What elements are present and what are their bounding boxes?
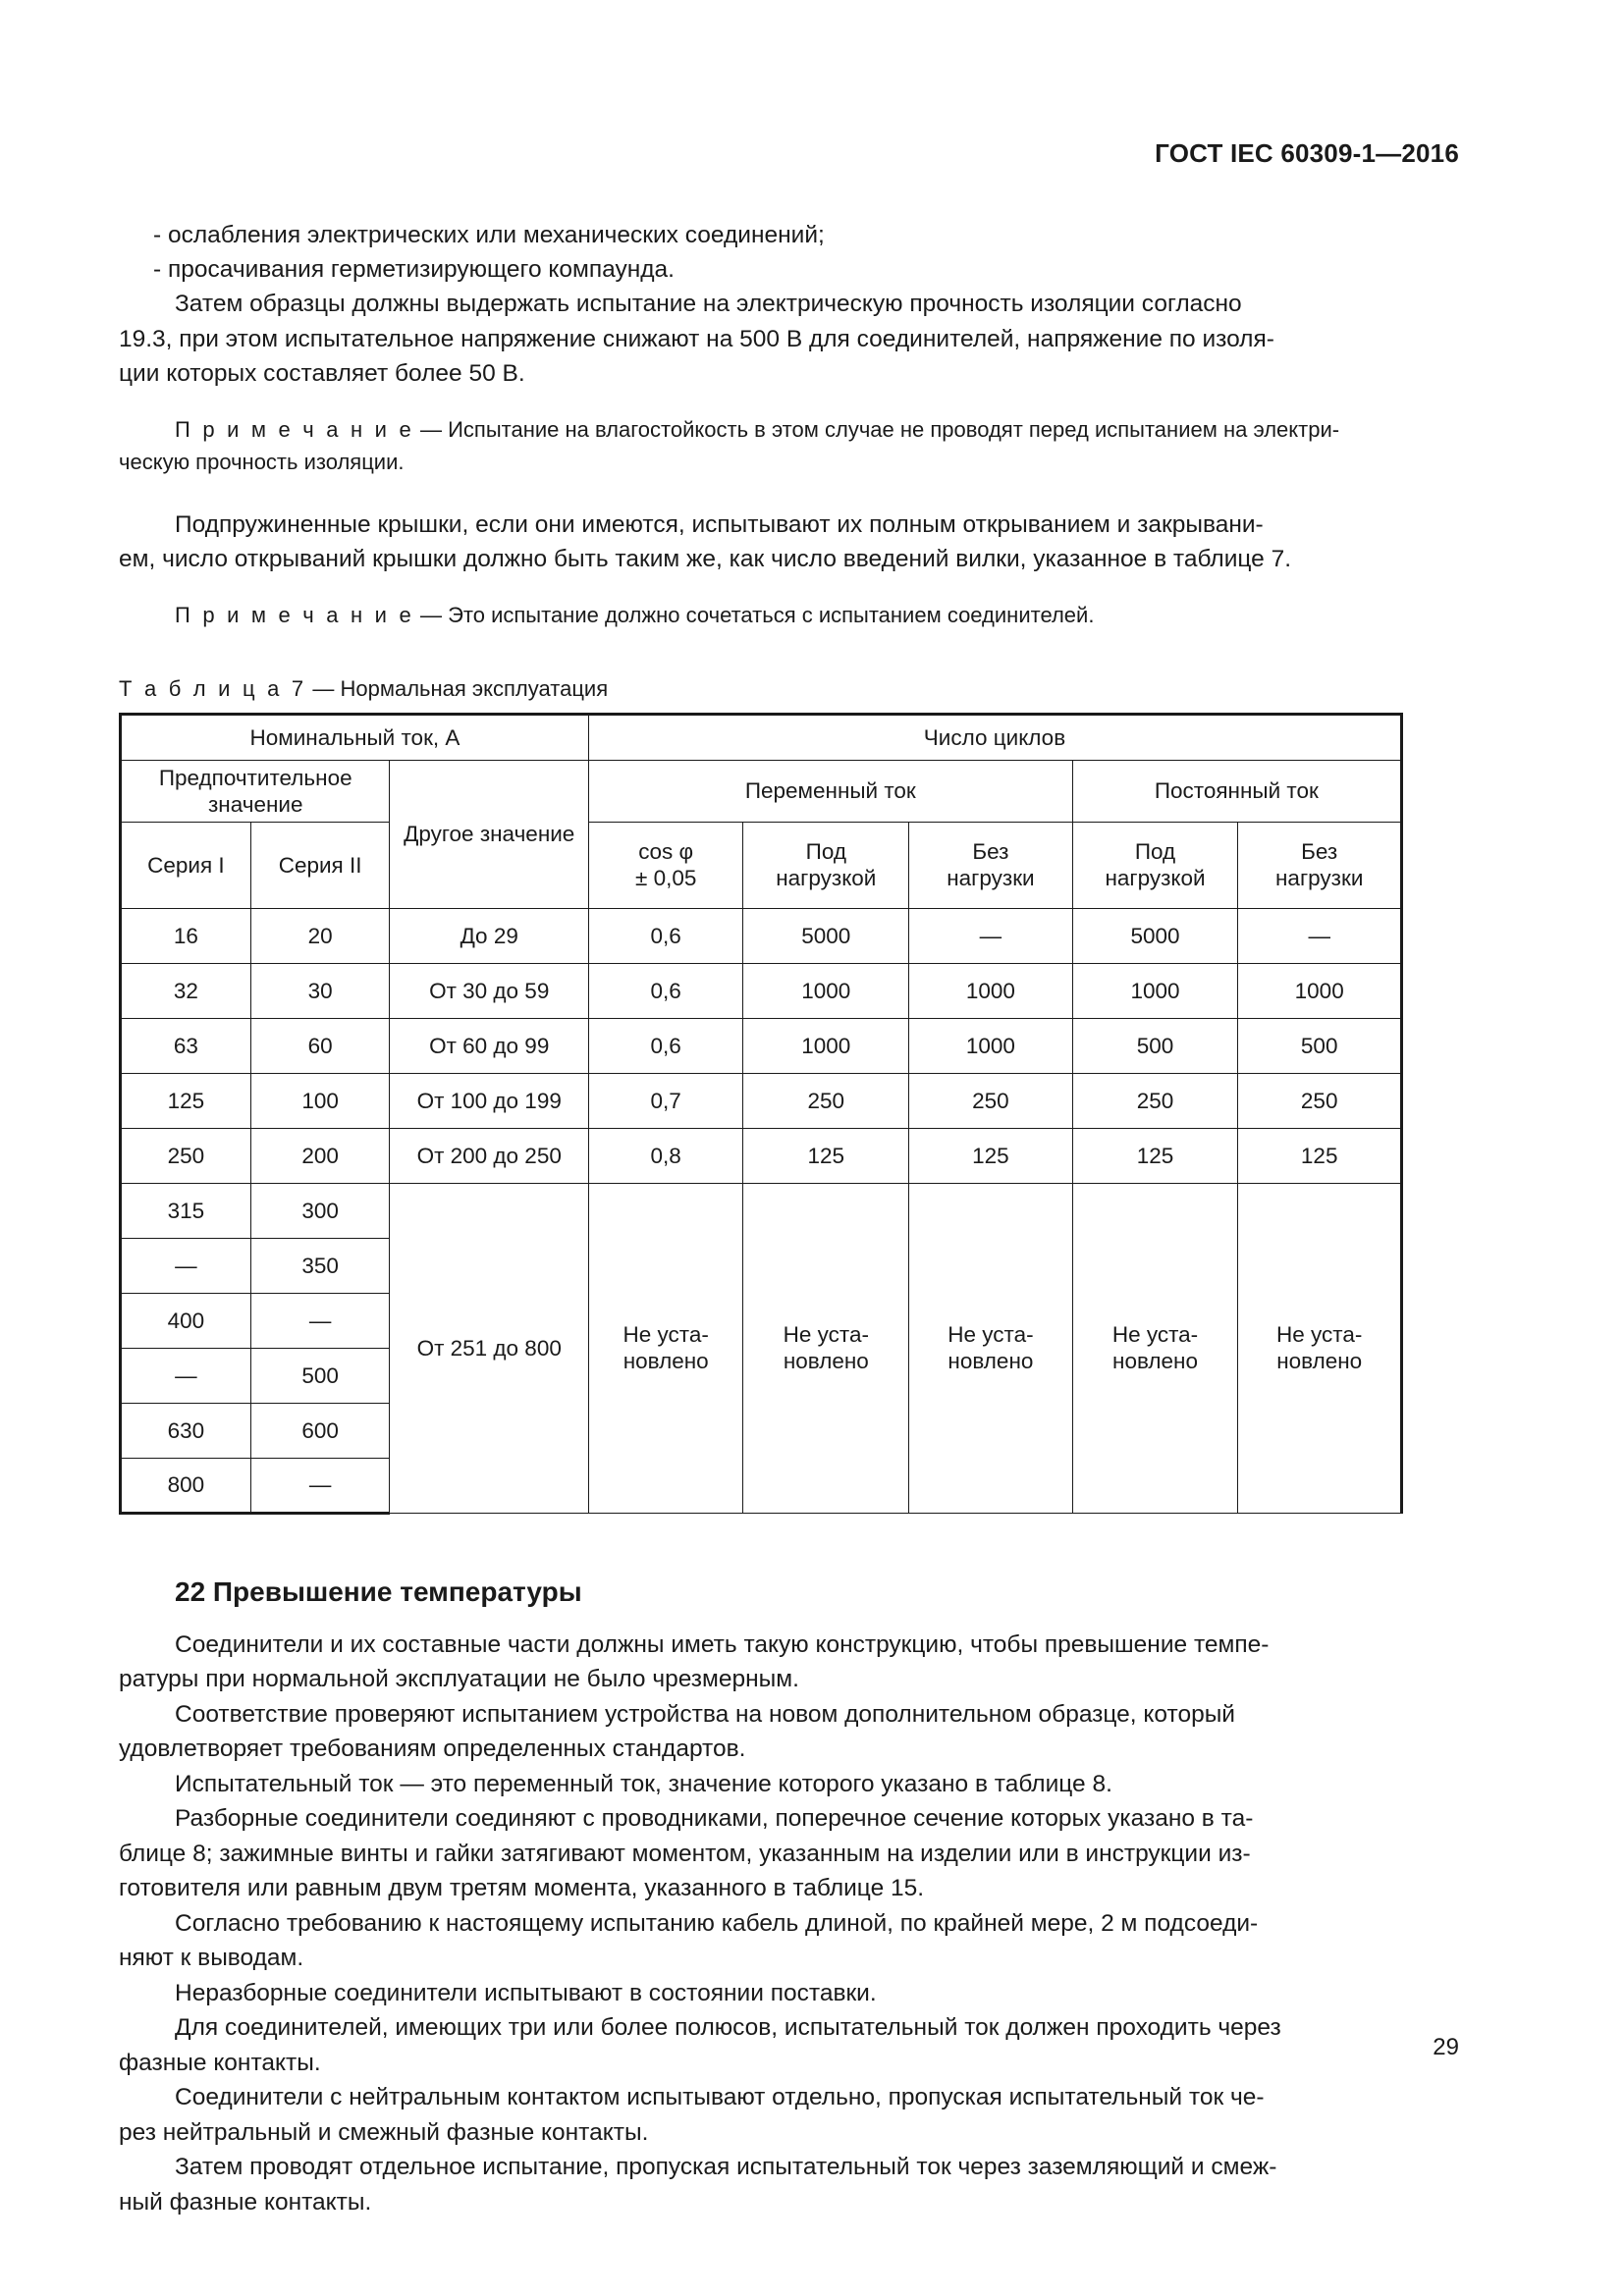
table-row (121, 908, 1402, 963)
header-ac-no-load (909, 822, 1072, 908)
header-ac-under-load-line2: нагрузкой (776, 866, 877, 890)
table-caption-label: Т а б л и ц а 7 (119, 675, 307, 701)
document-standard-header: ГОСТ IEC 60309-1—2016 (1155, 138, 1459, 168)
cell-series2: 30 (250, 963, 390, 1018)
cell-series2: 350 (250, 1238, 390, 1293)
spacer (119, 392, 1403, 413)
note-label: П р и м е ч а н и е (175, 602, 414, 627)
paragraph-rewirable-connectors (119, 1801, 1403, 1837)
note-text: ческую прочность изоляции. (119, 449, 405, 474)
note-text: — Это испытание должно сочетаться с испытанием соединителей. (413, 602, 1095, 627)
cell-ac-load: 1000 (743, 1018, 909, 1073)
cell-series2: 500 (250, 1348, 390, 1403)
header-ac-no-load-line1: Без (972, 839, 1009, 864)
header-dc-under-load-line2: нагрузкой (1105, 866, 1206, 890)
paragraph-line: Подпружиненные крышки, если они имеются, испытывают их полным открыванием и закрывани- (175, 510, 1264, 538)
cell-series1: — (121, 1238, 251, 1293)
cell-dc-load: 500 (1072, 1018, 1238, 1073)
paragraph-compliance-check (119, 1697, 1403, 1733)
cell-series1: 125 (121, 1073, 251, 1128)
cell-dc-load: 250 (1072, 1073, 1238, 1128)
paragraph-line: няют к выводам. (119, 1945, 304, 1971)
paragraph-cable-length (119, 1906, 1403, 1942)
table-row (121, 963, 1402, 1018)
paragraph-line: Неразборные соединители испытывают в состоянии поставки. (175, 1979, 877, 2006)
note-combined-test (119, 599, 1403, 631)
header-dc-under-load-line1: Под (1134, 839, 1176, 864)
cell-ac-noload: 125 (909, 1128, 1072, 1183)
header-ac-no-load-line2: нагрузки (947, 866, 1035, 890)
cell-series1: 63 (121, 1018, 251, 1073)
cell-dc-load-not-set (1072, 1183, 1238, 1513)
paragraph-line-wrap (119, 1941, 1403, 1976)
cell-dc-load: 5000 (1072, 908, 1238, 963)
cell-dc-noload: 500 (1238, 1018, 1402, 1073)
cell-dc-noload: — (1238, 908, 1402, 963)
paragraph-spring-lids (119, 507, 1403, 543)
header-dc-no-load-line1: Без (1301, 839, 1338, 864)
cell-series2: 200 (250, 1128, 390, 1183)
cell-ac-load: 1000 (743, 963, 909, 1018)
cell-ac-noload: 1000 (909, 1018, 1072, 1073)
paragraph-earthing-contact (119, 2150, 1403, 2185)
paragraph-line-wrap (119, 542, 1403, 577)
header-ac-under-load (743, 822, 909, 908)
cell-series1: 630 (121, 1403, 251, 1458)
cell-cosphi: 0,7 (588, 1073, 742, 1128)
cell-dc-noload: 125 (1238, 1128, 1402, 1183)
paragraph-line: Испытательный ток — это переменный ток, значение которого указано в таблице 8. (175, 1770, 1112, 1797)
not-set-line2: новлено (1112, 1349, 1198, 1373)
paragraph-test-current (119, 1767, 1403, 1802)
cell-other: До 29 (390, 908, 588, 963)
not-set-line2: новлено (1276, 1349, 1363, 1373)
cell-ac-load: 5000 (743, 908, 909, 963)
table-header-row (121, 822, 1402, 908)
header-ac-under-load-line1: Под (805, 839, 846, 864)
cell-series1: 400 (121, 1293, 251, 1348)
cell-series2: 60 (250, 1018, 390, 1073)
not-set-line1: Не уста- (1111, 1322, 1199, 1347)
spacer (119, 631, 1403, 674)
cell-dc-load: 125 (1072, 1128, 1238, 1183)
note-text: — Испытание на влагостойкость в этом случае не проводят перед испытанием на электри- (413, 416, 1340, 442)
note-moisture-resistance (119, 413, 1403, 446)
cell-cosphi: 0,6 (588, 963, 742, 1018)
paragraph-line-wrap (119, 1837, 1403, 1872)
paragraph-line: Разборные соединители соединяют с проводниками, поперечное сечение которых указано в та- (175, 1805, 1254, 1832)
cell-ac-noload-not-set (909, 1183, 1072, 1513)
note-line-wrap (119, 446, 1403, 478)
paragraph-line-wrap (119, 2185, 1403, 2220)
header-dc-under-load (1072, 822, 1238, 908)
header-rated-current: Номинальный ток, А (121, 714, 589, 760)
cell-other: От 100 до 199 (390, 1073, 588, 1128)
header-cos-phi-line1: cos φ (638, 839, 694, 864)
paragraph-line: Соединители и их составные части должны иметь такую конструкцию, чтобы превышение темпе- (175, 1630, 1270, 1658)
cell-dc-noload: 1000 (1238, 963, 1402, 1018)
paragraph-line: рез нейтральный и смежный фазные контакты. (119, 2118, 649, 2146)
not-set-line2: новлено (783, 1349, 869, 1373)
cell-series1: 32 (121, 963, 251, 1018)
cell-dc-load: 1000 (1072, 963, 1238, 1018)
table-row (121, 1018, 1402, 1073)
cell-series2: 600 (250, 1403, 390, 1458)
cell-cosphi-not-set (588, 1183, 742, 1513)
paragraph-line: ный фазные контакты. (119, 2188, 372, 2216)
header-alternating-current: Переменный ток (588, 760, 1072, 822)
paragraph-insulation-test (119, 287, 1403, 322)
table-row (121, 1073, 1402, 1128)
table-row (121, 1128, 1402, 1183)
cell-dc-noload: 250 (1238, 1073, 1402, 1128)
table-header-row (121, 714, 1402, 760)
cell-series2: 300 (250, 1183, 390, 1238)
table-header-row (121, 760, 1402, 822)
paragraph-line-wrap (119, 2115, 1403, 2151)
header-preferred-value: Предпочтительное значение (121, 760, 390, 822)
header-series-1: Серия I (121, 822, 251, 908)
paragraph-line-wrap (119, 1871, 1403, 1906)
header-series-2: Серия II (250, 822, 390, 908)
table-row (121, 1183, 1402, 1238)
paragraph-connectors-design (119, 1628, 1403, 1663)
cell-ac-load: 250 (743, 1073, 909, 1128)
cell-series1: 16 (121, 908, 251, 963)
paragraph-line-wrap (119, 322, 1403, 357)
cell-series2: — (250, 1458, 390, 1513)
paragraph-line-wrap (119, 2046, 1403, 2081)
cell-other: От 200 до 250 (390, 1128, 588, 1183)
header-number-of-cycles: Число циклов (588, 714, 1401, 760)
not-set-line1: Не уста- (947, 1322, 1034, 1347)
page-content (119, 218, 1403, 2219)
paragraph-line: Затем образцы должны выдержать испытание на электрическую прочность изоляции согласно (175, 291, 1242, 317)
list-item: - просачивания герметизирующего компаунда. (153, 256, 675, 283)
section-heading-22: 22 Превышение температуры (175, 1575, 582, 1607)
spacer (119, 577, 1403, 599)
paragraph-line: Соединители с нейтральным контактом испытывают отдельно, пропуская испытательный ток че- (175, 2084, 1265, 2110)
cell-cosphi: 0,8 (588, 1128, 742, 1183)
not-set-line2: новлено (947, 1349, 1034, 1373)
not-set-line1: Не уста- (783, 1322, 869, 1347)
paragraph-line: Согласно требованию к настоящему испытанию кабель длиной, по крайней мере, 2 м подсоеди- (175, 1909, 1259, 1937)
table-caption-text: — Нормальная эксплуатация (306, 675, 609, 701)
page-number: 29 (1433, 2034, 1459, 2060)
paragraph-line: 19.3, при этом испытательное напряжение снижают на 500 В для соединителей, напряжение по изоля- (119, 325, 1274, 352)
spacer (119, 1611, 1403, 1628)
header-cos-phi-line2: ± 0,05 (634, 866, 697, 890)
cell-series2: — (250, 1293, 390, 1348)
cell-dc-noload-not-set (1238, 1183, 1402, 1513)
paragraph-line: фазные контакты. (119, 2049, 321, 2076)
cell-series1: — (121, 1348, 251, 1403)
list-item: - ослабления электрических или механических соединений; (153, 222, 825, 248)
paragraph-line: ратуры при нормальной эксплуатации не было чрезмерным. (119, 1666, 799, 1692)
cell-other: От 30 до 59 (390, 963, 588, 1018)
cell-ac-noload: 1000 (909, 963, 1072, 1018)
paragraph-line: удовлетворяет требованиям определенных стандартов. (119, 1735, 746, 1762)
paragraph-line-wrap (119, 356, 1403, 392)
paragraph-line: Для соединителей, имеющих три или более полюсов, испытательный ток должен проходить через (175, 2014, 1281, 2041)
cell-ac-noload: — (909, 908, 1072, 963)
cell-cosphi: 0,6 (588, 1018, 742, 1073)
spacer (119, 1515, 1403, 1574)
not-set-line1: Не уста- (623, 1322, 709, 1347)
cell-other: От 60 до 99 (390, 1018, 588, 1073)
cell-other-merged: От 251 до 800 (390, 1183, 588, 1513)
cell-series2: 100 (250, 1073, 390, 1128)
paragraph-line: готовителя или равным двум третям момента, указанного в таблице 15. (119, 1875, 925, 1901)
cell-series1: 800 (121, 1458, 251, 1513)
paragraph-three-poles (119, 2010, 1403, 2046)
header-dc-no-load (1238, 822, 1402, 908)
note-label: П р и м е ч а н и е (175, 416, 414, 442)
cell-series1: 250 (121, 1128, 251, 1183)
paragraph-line: Соответствие проверяют испытанием устройства на новом дополнительном образце, который (175, 1700, 1235, 1728)
paragraph-non-rewirable (119, 1976, 1403, 2011)
paragraph-line: ции которых составляет более 50 В. (119, 360, 525, 387)
cell-ac-noload: 250 (909, 1073, 1072, 1128)
not-set-line1: Не уста- (1276, 1322, 1363, 1347)
paragraph-line-wrap (119, 1662, 1403, 1697)
table-caption (119, 674, 1403, 704)
cell-series2: 20 (250, 908, 390, 963)
cell-ac-load: 125 (743, 1128, 909, 1183)
not-set-line2: новлено (623, 1349, 709, 1373)
header-cos-phi (588, 822, 742, 908)
paragraph-line: Затем проводят отдельное испытание, пропуская испытательный ток через заземляющий и смеж- (175, 2154, 1277, 2180)
header-dc-no-load-line2: нагрузки (1275, 866, 1364, 890)
table-normal-operation (119, 713, 1403, 1515)
paragraph-line: ем, число открываний крышки должно быть таким же, как число введений вилки, указанное в таблице 7. (119, 546, 1292, 572)
paragraph-line: блице 8; зажимные винты и гайки затягивают моментом, указанным на изделии или в инструкции из- (119, 1840, 1251, 1867)
table-body (121, 908, 1402, 1513)
cell-cosphi: 0,6 (588, 908, 742, 963)
paragraph-neutral-contact (119, 2080, 1403, 2115)
cell-series1: 315 (121, 1183, 251, 1238)
cell-ac-load-not-set (743, 1183, 909, 1513)
header-other-value: Другое значение (390, 760, 588, 908)
spacer (119, 478, 1403, 507)
paragraph-line-wrap (119, 1732, 1403, 1767)
header-direct-current: Постоянный ток (1072, 760, 1401, 822)
